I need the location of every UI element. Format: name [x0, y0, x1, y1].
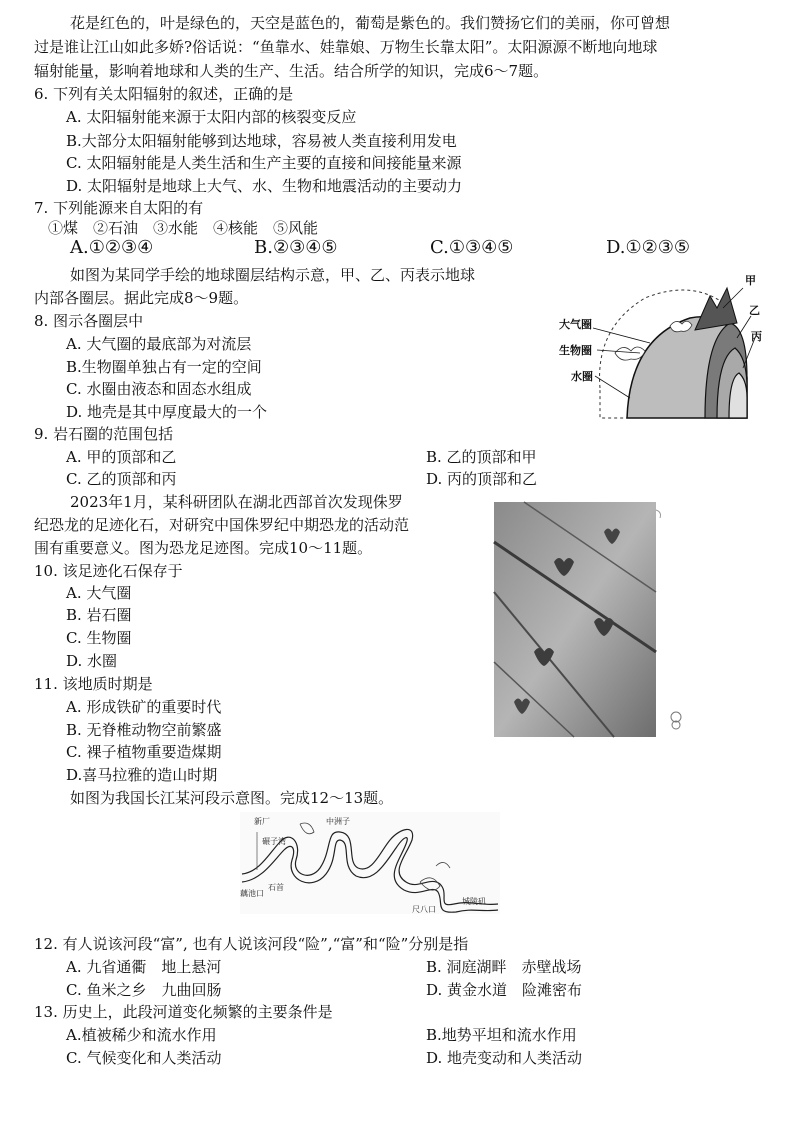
option-d[interactable]: D. 水圈 [66, 652, 118, 670]
label-nianziwan: 碾子湾 [262, 837, 286, 846]
label-yi: 乙 [749, 304, 760, 317]
option-d[interactable]: D. 黄金水道 险滩密布 [426, 981, 583, 999]
intro-text: 内部各圈层。据此完成8～9题。 [34, 289, 249, 307]
intro-text: 辐射能量，影响着地球和人类的生产、生活。结合所学的知识，完成6～7题。 [34, 62, 549, 80]
option-b[interactable]: B.地势平坦和流水作用 [426, 1026, 577, 1044]
option-d[interactable]: D.①②③⑤ [606, 237, 691, 258]
intro-text: 2023年1月，某科研团队在湖北西部首次发现侏罗 [70, 493, 403, 511]
option-c[interactable]: C. 鱼米之乡 九曲回肠 [66, 981, 222, 999]
option-c[interactable]: C. 生物圈 [66, 629, 132, 647]
option-c[interactable]: C. 太阳辐射能是人类生活和生产主要的直接和间接能量来源 [66, 154, 462, 172]
option-b[interactable]: B.生物圈单独占有一定的空间 [66, 358, 262, 376]
option-c[interactable]: C. 裸子植物重要造煤期 [66, 743, 222, 761]
option-b[interactable]: B. 洞庭湖畔 赤壁战场 [426, 958, 582, 976]
option-b[interactable]: B.②③④⑤ [254, 237, 338, 258]
option-a[interactable]: A. 大气圈 [66, 584, 132, 602]
option-c[interactable]: C. 水圈由液态和固态水组成 [66, 380, 252, 398]
option-d[interactable]: D.喜马拉雅的造山时期 [66, 766, 218, 784]
option-b[interactable]: B.大部分太阳辐射能够到达地球，容易被人类直接利用发电 [66, 132, 457, 150]
label-biosphere: 生物圈 [559, 344, 592, 357]
option-b[interactable]: B. 岩石圈 [66, 606, 132, 624]
question-stem: 13. 历史上，此段河道变化频繁的主要条件是 [34, 1003, 333, 1021]
label-jia: 甲 [745, 274, 756, 287]
option-a[interactable]: A.植被稀少和流水作用 [66, 1026, 217, 1044]
option-d[interactable]: D. 地壳是其中厚度最大的一个 [66, 403, 268, 421]
question-stem: 12. 有人说该河段“富”, 也有人说该河段“险”,“富”和“险”分别是指 [34, 935, 469, 953]
option-c[interactable]: C.①③④⑤ [430, 237, 514, 258]
intro-text: 纪恐龙的足迹化石，对研究中国侏罗纪中期恐龙的活动范 [34, 516, 410, 534]
option-c[interactable]: C. 乙的顶部和丙 [66, 470, 177, 488]
label-bing: 丙 [751, 330, 762, 343]
option-a[interactable]: A. 甲的顶部和乙 [66, 448, 177, 466]
option-a[interactable]: A. 大气圈的最底部为对流层 [66, 335, 252, 353]
intro-text: 过是谁让江山如此多娇?俗话说：“鱼靠水、娃靠娘、万物生长靠太阳”。太阳源源不断地向地球 [34, 38, 658, 56]
option-a[interactable]: A.①②③④ [70, 237, 154, 258]
label-xinchang: 新厂 [254, 817, 270, 826]
earth-sphere-diagram [555, 268, 770, 433]
question-stem: 7. 下列能源来自太阳的有 [34, 199, 204, 217]
label-atmosphere: 大气圈 [559, 318, 592, 331]
option-c[interactable]: C. 气候变化和人类活动 [66, 1049, 222, 1067]
option-b[interactable]: B. 无脊椎动物空前繁盛 [66, 721, 222, 739]
intro-text: 围有重要意义。图为恐龙足迹图。完成10～11题。 [34, 539, 373, 557]
energy-list: ①煤 ②石油 ③水能 ④核能 ⑤风能 [48, 219, 319, 237]
option-d[interactable]: D. 太阳辐射是地球上大气、水、生物和地震活动的主要动力 [66, 177, 463, 195]
dinosaur-footprint-photo [494, 502, 684, 737]
option-b[interactable]: B. 乙的顶部和甲 [426, 448, 537, 466]
label-zhongzhouzi: 中洲子 [326, 817, 350, 826]
question-stem: 11. 该地质时期是 [34, 675, 153, 693]
option-d[interactable]: D. 丙的顶部和乙 [426, 470, 538, 488]
question-stem: 8. 图示各圈层中 [34, 312, 144, 330]
label-oumenkou: 藕池口 [240, 889, 264, 898]
label-hydrosphere: 水圈 [571, 370, 593, 383]
river-section-map [240, 812, 500, 914]
option-d[interactable]: D. 地壳变动和人类活动 [426, 1049, 583, 1067]
option-a[interactable]: A. 太阳辐射能来源于太阳内部的核裂变反应 [66, 108, 357, 126]
label-chibakou: 尺八口 [412, 905, 436, 914]
intro-text: 如图为某同学手绘的地球圈层结构示意，甲、乙、丙表示地球 [70, 266, 476, 284]
question-stem: 6. 下列有关太阳辐射的叙述，正确的是 [34, 85, 294, 103]
label-shishou: 石首 [268, 883, 284, 892]
label-chenglingji: 城陵矶 [462, 897, 486, 906]
option-a[interactable]: A. 形成铁矿的重要时代 [66, 698, 222, 716]
question-stem: 9. 岩石圈的范围包括 [34, 425, 174, 443]
option-a[interactable]: A. 九省通衢 地上悬河 [66, 958, 222, 976]
question-stem: 10. 该足迹化石保存于 [34, 562, 183, 580]
intro-text: 花是红色的，叶是绿色的，天空是蓝色的，葡萄是紫色的。我们赞扬它们的美丽，你可曾想 [70, 14, 671, 32]
intro-text: 如图为我国长江某河段示意图。完成12～13题。 [70, 789, 394, 807]
